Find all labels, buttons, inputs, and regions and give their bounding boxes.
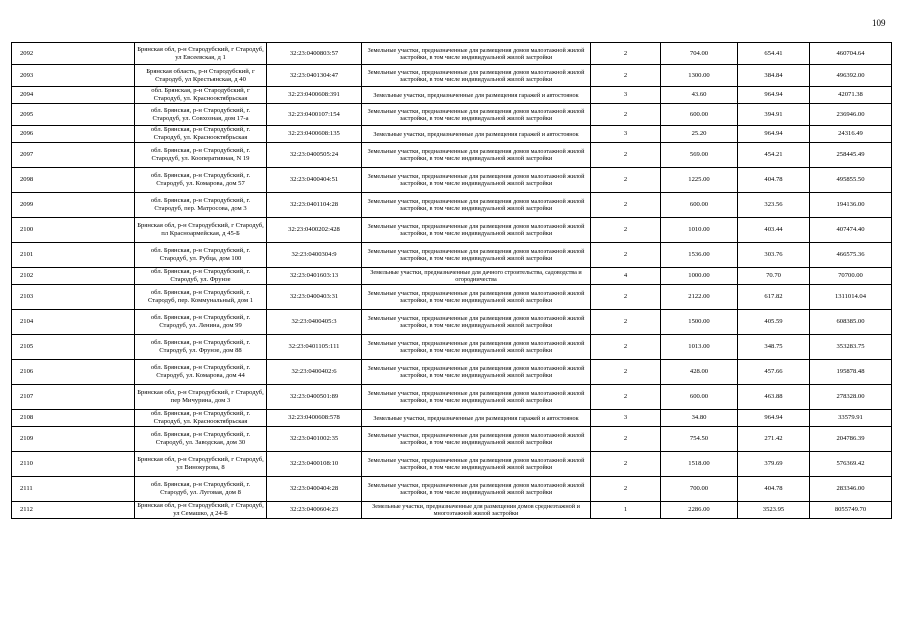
page-number: 109 bbox=[872, 18, 886, 28]
group-cell: 2 bbox=[591, 360, 661, 385]
group-cell: 4 bbox=[591, 268, 661, 285]
cadastral-number-cell: 32:23:0400107:154 bbox=[267, 104, 362, 126]
area-cell: 1013.00 bbox=[661, 335, 738, 360]
group-cell: 2 bbox=[591, 168, 661, 193]
address-cell: обл. Брянская, р-н Стародубский, г. Стародуб, ул. Совхозная, дом 17-а bbox=[135, 104, 267, 126]
group-cell: 3 bbox=[591, 126, 661, 143]
area-cell: 2122.00 bbox=[661, 285, 738, 310]
land-purpose-cell: Земельные участки, предназначенные для размещения домов малоэтажной жилой застройки, в том числе индивидуальной жилой застройки bbox=[362, 65, 591, 87]
area-cell: 1010.00 bbox=[661, 218, 738, 243]
address-cell: обл. Брянская, р-н Стародубский, г. Стародуб, ул. Луговая, дом 8 bbox=[135, 477, 267, 502]
land-purpose-cell: Земельные участки, предназначенные для размещения домов малоэтажной жилой застройки, в том числе индивидуальной жилой застройки bbox=[362, 104, 591, 126]
group-cell: 2 bbox=[591, 335, 661, 360]
row-number-cell: 2105 bbox=[12, 335, 135, 360]
land-registry-table bbox=[11, 42, 892, 519]
row-number-cell: 2102 bbox=[12, 268, 135, 285]
land-purpose-cell: Земельные участки, предназначенные для размещения домов малоэтажной жилой застройки, в том числе индивидуальной жилой застройки bbox=[362, 385, 591, 410]
row-number-cell: 2100 bbox=[12, 218, 135, 243]
cadastral-number-cell: 32:23:0400402:6 bbox=[267, 360, 362, 385]
land-purpose-cell: Земельные участки, предназначенные для размещения домов малоэтажной жилой застройки, в том числе индивидуальной жилой застройки bbox=[362, 143, 591, 168]
table-row bbox=[12, 243, 892, 268]
cadastral-value-cell: 195878.48 bbox=[810, 360, 892, 385]
land-purpose-cell: Земельные участки, предназначенные для размещения домов малоэтажной жилой застройки, в том числе индивидуальной жилой застройки bbox=[362, 427, 591, 452]
table-row bbox=[12, 218, 892, 243]
row-number-cell: 2104 bbox=[12, 310, 135, 335]
land-purpose-cell: Земельные участки, предназначенные для размещения домов малоэтажной жилой застройки, в том числе индивидуальной жилой застройки bbox=[362, 218, 591, 243]
unit-value-cell: 964.94 bbox=[738, 126, 810, 143]
table-row bbox=[12, 502, 892, 519]
cadastral-value-cell: 466575.36 bbox=[810, 243, 892, 268]
address-cell: обл. Брянская, р-н Стародубский, г. Стародуб, пер. Матросова, дом 3 bbox=[135, 193, 267, 218]
table-row bbox=[12, 65, 892, 87]
address-cell: обл. Брянская, р-н Стародубский, г. Стародуб, ул. Кооперативная, N 19 bbox=[135, 143, 267, 168]
table-row bbox=[12, 87, 892, 104]
cadastral-number-cell: 32:23:0401304:47 bbox=[267, 65, 362, 87]
row-number-cell: 2096 bbox=[12, 126, 135, 143]
table-row bbox=[12, 477, 892, 502]
cadastral-value-cell: 353283.75 bbox=[810, 335, 892, 360]
row-number-cell: 2109 bbox=[12, 427, 135, 452]
address-cell: Брянская обл, р-н Стародубский, г Стародуб, пер Мичурина, дом 3 bbox=[135, 385, 267, 410]
cadastral-value-cell: 33579.91 bbox=[810, 410, 892, 427]
cadastral-number-cell: 32:23:0401002:35 bbox=[267, 427, 362, 452]
table-row bbox=[12, 126, 892, 143]
table-row bbox=[12, 268, 892, 285]
group-cell: 2 bbox=[591, 143, 661, 168]
cadastral-value-cell: 496392.00 bbox=[810, 65, 892, 87]
cadastral-value-cell: 42071.38 bbox=[810, 87, 892, 104]
table-row bbox=[12, 168, 892, 193]
area-cell: 754.50 bbox=[661, 427, 738, 452]
address-cell: Брянская обл, р-н Стародубский, г Стародуб, пл Красноармейская, д 45-Б bbox=[135, 218, 267, 243]
unit-value-cell: 403.44 bbox=[738, 218, 810, 243]
table-row bbox=[12, 310, 892, 335]
group-cell: 1 bbox=[591, 502, 661, 519]
cadastral-value-cell: 194136.00 bbox=[810, 193, 892, 218]
row-number-cell: 2111 bbox=[12, 477, 135, 502]
group-cell: 2 bbox=[591, 218, 661, 243]
land-purpose-cell: Земельные участки, предназначенные для размещения гаражей и автостоянок bbox=[362, 87, 591, 104]
land-purpose-cell: Земельные участки, предназначенные для размещения домов малоэтажной жилой застройки, в том числе индивидуальной жилой застройки bbox=[362, 243, 591, 268]
unit-value-cell: 405.59 bbox=[738, 310, 810, 335]
cadastral-number-cell: 32:23:0400304:9 bbox=[267, 243, 362, 268]
cadastral-number-cell: 32:23:0400404:51 bbox=[267, 168, 362, 193]
area-cell: 2286.00 bbox=[661, 502, 738, 519]
unit-value-cell: 457.66 bbox=[738, 360, 810, 385]
row-number-cell: 2098 bbox=[12, 168, 135, 193]
group-cell: 3 bbox=[591, 410, 661, 427]
land-purpose-cell: Земельные участки, предназначенные для размещения домов малоэтажной жилой застройки, в том числе индивидуальной жилой застройки bbox=[362, 193, 591, 218]
cadastral-number-cell: 32:23:0400608:391 bbox=[267, 87, 362, 104]
table-row bbox=[12, 452, 892, 477]
land-purpose-cell: Земельные участки, предназначенные для размещения домов малоэтажной жилой застройки, в том числе индивидуальной жилой застройки bbox=[362, 310, 591, 335]
land-purpose-cell: Земельные участки, предназначенные для размещения домов малоэтажной жилой застройки, в том числе индивидуальной жилой застройки bbox=[362, 285, 591, 310]
cadastral-number-cell: 32:23:0400404:28 bbox=[267, 477, 362, 502]
unit-value-cell: 303.76 bbox=[738, 243, 810, 268]
cadastral-number-cell: 32:23:0400501:89 bbox=[267, 385, 362, 410]
unit-value-cell: 379.69 bbox=[738, 452, 810, 477]
table-row bbox=[12, 43, 892, 65]
area-cell: 1300.00 bbox=[661, 65, 738, 87]
cadastral-number-cell: 32:23:0400604:23 bbox=[267, 502, 362, 519]
land-purpose-cell: Земельные участки, предназначенные для размещения домов малоэтажной жилой застройки, в том числе индивидуальной жилой застройки bbox=[362, 168, 591, 193]
area-cell: 569.00 bbox=[661, 143, 738, 168]
cadastral-value-cell: 1311014.04 bbox=[810, 285, 892, 310]
address-cell: Брянская обл, р-н Стародубский, г Стародуб, ул Винокурова, 8 bbox=[135, 452, 267, 477]
cadastral-number-cell: 32:23:0400608:135 bbox=[267, 126, 362, 143]
cadastral-value-cell: 70700.00 bbox=[810, 268, 892, 285]
address-cell: обл. Брянская, р-н Стародубский, г. Стародуб, ул. Краснооктябрьская bbox=[135, 126, 267, 143]
table-row bbox=[12, 285, 892, 310]
row-number-cell: 2095 bbox=[12, 104, 135, 126]
land-purpose-cell: Земельные участки, предназначенные для размещения гаражей и автостоянок bbox=[362, 126, 591, 143]
unit-value-cell: 463.88 bbox=[738, 385, 810, 410]
group-cell: 2 bbox=[591, 243, 661, 268]
table-row bbox=[12, 335, 892, 360]
cadastral-value-cell: 576369.42 bbox=[810, 452, 892, 477]
table-row bbox=[12, 193, 892, 218]
address-cell: обл. Брянская, р-н Стародубский, г. Стародуб, пер. Коммунальный, дом 1 bbox=[135, 285, 267, 310]
cadastral-value-cell: 204786.39 bbox=[810, 427, 892, 452]
table-body bbox=[12, 43, 892, 519]
cadastral-value-cell: 460704.64 bbox=[810, 43, 892, 65]
cadastral-value-cell: 258445.49 bbox=[810, 143, 892, 168]
cadastral-value-cell: 236946.00 bbox=[810, 104, 892, 126]
group-cell: 2 bbox=[591, 427, 661, 452]
cadastral-number-cell: 32:23:0400608:578 bbox=[267, 410, 362, 427]
table-row bbox=[12, 143, 892, 168]
group-cell: 3 bbox=[591, 87, 661, 104]
row-number-cell: 2110 bbox=[12, 452, 135, 477]
unit-value-cell: 3523.95 bbox=[738, 502, 810, 519]
cadastral-value-cell: 283346.00 bbox=[810, 477, 892, 502]
group-cell: 2 bbox=[591, 310, 661, 335]
group-cell: 2 bbox=[591, 104, 661, 126]
land-purpose-cell: Земельные участки, предназначенные для размещения домов малоэтажной жилой застройки, в том числе индивидуальной жилой застройки bbox=[362, 335, 591, 360]
row-number-cell: 2108 bbox=[12, 410, 135, 427]
land-purpose-cell: Земельные участки, предназначенные для размещения домов малоэтажной жилой застройки, в том числе индивидуальной жилой застройки bbox=[362, 43, 591, 65]
cadastral-number-cell: 32:23:0401603:13 bbox=[267, 268, 362, 285]
land-purpose-cell: Земельные участки, предназначенные для дачного строительства, садоводства и огородничества bbox=[362, 268, 591, 285]
table-row bbox=[12, 360, 892, 385]
cadastral-value-cell: 8055749.70 bbox=[810, 502, 892, 519]
row-number-cell: 2094 bbox=[12, 87, 135, 104]
unit-value-cell: 70.70 bbox=[738, 268, 810, 285]
area-cell: 1000.00 bbox=[661, 268, 738, 285]
cadastral-number-cell: 32:23:0401104:28 bbox=[267, 193, 362, 218]
cadastral-number-cell: 32:23:0401105:111 bbox=[267, 335, 362, 360]
cadastral-number-cell: 32:23:0400803:57 bbox=[267, 43, 362, 65]
row-number-cell: 2092 bbox=[12, 43, 135, 65]
row-number-cell: 2112 bbox=[12, 502, 135, 519]
group-cell: 2 bbox=[591, 477, 661, 502]
area-cell: 34.80 bbox=[661, 410, 738, 427]
area-cell: 1500.00 bbox=[661, 310, 738, 335]
land-purpose-cell: Земельные участки, предназначенные для размещения домов малоэтажной жилой застройки, в том числе индивидуальной жилой застройки bbox=[362, 452, 591, 477]
unit-value-cell: 348.75 bbox=[738, 335, 810, 360]
address-cell: обл. Брянская, р-н Стародубский, г. Стародуб, ул. Рубца, дом 100 bbox=[135, 243, 267, 268]
area-cell: 1518.00 bbox=[661, 452, 738, 477]
row-number-cell: 2103 bbox=[12, 285, 135, 310]
address-cell: Брянская обл, р-н Стародубский, г Стародуб, ул Евсеевская, д 1 bbox=[135, 43, 267, 65]
cadastral-value-cell: 608385.00 bbox=[810, 310, 892, 335]
address-cell: Брянская область, р-н Стародубский, г Стародуб, ул Крестьянская, д 40 bbox=[135, 65, 267, 87]
unit-value-cell: 404.78 bbox=[738, 168, 810, 193]
area-cell: 600.00 bbox=[661, 193, 738, 218]
row-number-cell: 2101 bbox=[12, 243, 135, 268]
table-row bbox=[12, 427, 892, 452]
unit-value-cell: 323.56 bbox=[738, 193, 810, 218]
cadastral-number-cell: 32:23:0400108:10 bbox=[267, 452, 362, 477]
address-cell: обл. Брянская, р-н Стародубский, г. Стародуб, ул. Фрунзе, дом 88 bbox=[135, 335, 267, 360]
address-cell: обл. Брянская, р-н Стародубский, г. Стародуб, ул. Ленина, дом 99 bbox=[135, 310, 267, 335]
cadastral-value-cell: 407474.40 bbox=[810, 218, 892, 243]
group-cell: 2 bbox=[591, 285, 661, 310]
group-cell: 2 bbox=[591, 385, 661, 410]
row-number-cell: 2106 bbox=[12, 360, 135, 385]
row-number-cell: 2099 bbox=[12, 193, 135, 218]
cadastral-number-cell: 32:23:0400405:3 bbox=[267, 310, 362, 335]
row-number-cell: 2093 bbox=[12, 65, 135, 87]
unit-value-cell: 394.91 bbox=[738, 104, 810, 126]
group-cell: 2 bbox=[591, 43, 661, 65]
table-row bbox=[12, 385, 892, 410]
group-cell: 2 bbox=[591, 193, 661, 218]
area-cell: 428.00 bbox=[661, 360, 738, 385]
unit-value-cell: 654.41 bbox=[738, 43, 810, 65]
area-cell: 600.00 bbox=[661, 385, 738, 410]
group-cell: 2 bbox=[591, 65, 661, 87]
area-cell: 1536.00 bbox=[661, 243, 738, 268]
table-row bbox=[12, 410, 892, 427]
address-cell: обл. Брянская, р-н Стародубский, г. Стародуб, ул. Краснооктябрьская bbox=[135, 410, 267, 427]
unit-value-cell: 384.84 bbox=[738, 65, 810, 87]
cadastral-value-cell: 278328.00 bbox=[810, 385, 892, 410]
cadastral-value-cell: 24316.49 bbox=[810, 126, 892, 143]
unit-value-cell: 271.42 bbox=[738, 427, 810, 452]
address-cell: обл. Брянская, р-н Стародубский, г. Стародуб, ул. Комарова, дом 57 bbox=[135, 168, 267, 193]
address-cell: обл. Брянская, р-н Стародубский, г. Стародуб, ул. Фрунзе bbox=[135, 268, 267, 285]
group-cell: 2 bbox=[591, 452, 661, 477]
land-purpose-cell: Земельные участки, предназначенные для размещения гаражей и автостоянок bbox=[362, 410, 591, 427]
cadastral-value-cell: 495855.50 bbox=[810, 168, 892, 193]
address-cell: обл. Брянская, р-н Стародубский, г Стародуб, ул. Краснооктябрьская bbox=[135, 87, 267, 104]
row-number-cell: 2107 bbox=[12, 385, 135, 410]
unit-value-cell: 617.82 bbox=[738, 285, 810, 310]
area-cell: 1225.00 bbox=[661, 168, 738, 193]
area-cell: 43.60 bbox=[661, 87, 738, 104]
address-cell: обл. Брянская, р-н Стародубский, г. Стародуб, ул. Комарова, дом 44 bbox=[135, 360, 267, 385]
address-cell: обл. Брянская, р-н Стародубский, г. Стародуб, ул. Заводская, дом 30 bbox=[135, 427, 267, 452]
unit-value-cell: 454.21 bbox=[738, 143, 810, 168]
row-number-cell: 2097 bbox=[12, 143, 135, 168]
cadastral-number-cell: 32:23:0400202:428 bbox=[267, 218, 362, 243]
land-purpose-cell: Земельные участки, предназначенные для размещения домов малоэтажной жилой застройки, в том числе индивидуальной жилой застройки bbox=[362, 477, 591, 502]
cadastral-number-cell: 32:23:0400505:24 bbox=[267, 143, 362, 168]
unit-value-cell: 964.94 bbox=[738, 87, 810, 104]
unit-value-cell: 964.94 bbox=[738, 410, 810, 427]
address-cell: Брянская обл, р-н Стародубский, г Стародуб, ул Семашко, д 24-Б bbox=[135, 502, 267, 519]
table-row bbox=[12, 104, 892, 126]
area-cell: 700.00 bbox=[661, 477, 738, 502]
unit-value-cell: 404.78 bbox=[738, 477, 810, 502]
cadastral-number-cell: 32:23:0400403:31 bbox=[267, 285, 362, 310]
land-purpose-cell: Земельные участки, предназначенные для размещения домов малоэтажной жилой застройки, в том числе индивидуальной жилой застройки bbox=[362, 360, 591, 385]
land-purpose-cell: Земельные участки, предназначенные для размещения домов среднеэтажной и многоэтажной жилой застройки bbox=[362, 502, 591, 519]
area-cell: 600.00 bbox=[661, 104, 738, 126]
area-cell: 25.20 bbox=[661, 126, 738, 143]
area-cell: 704.00 bbox=[661, 43, 738, 65]
